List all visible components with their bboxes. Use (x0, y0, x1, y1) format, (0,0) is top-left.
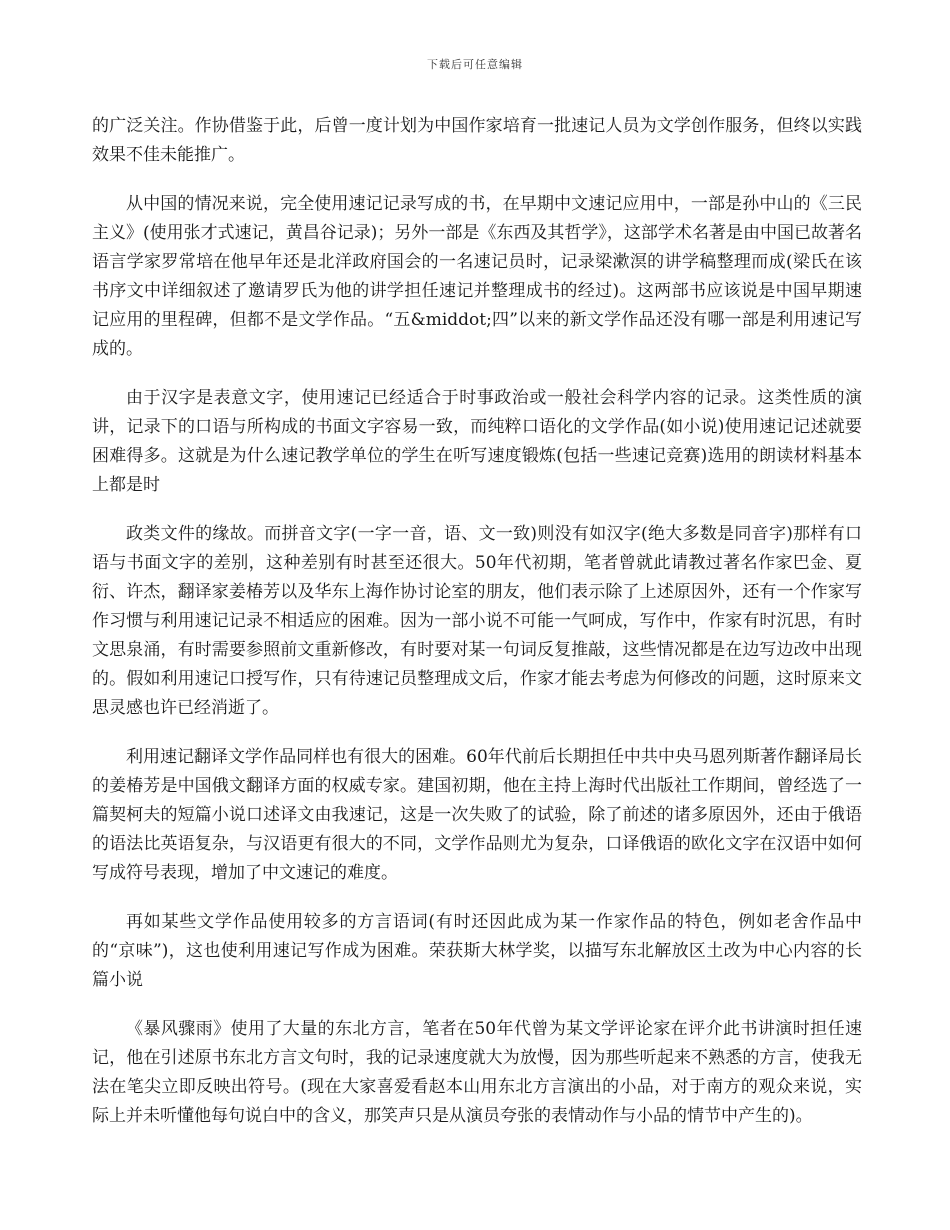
paragraph: 《暴风骤雨》使用了大量的东北方言，笔者在50年代曾为某文学评论家在评介此书讲演时担任速记，他在引述原书东北方言文句时，我的记录速度就大为放慢，因为那些听起来不熟悉的方言，使我无法在笔尖立即反映出符号。(现在大家喜爱看赵本山用东北方言演出的小品，对于南方的观众来说，实际上并未听懂他每句说白中的含义，那笑声只是从演员夸张的表情动作与小品的情节中产生的)。 (92, 1019, 862, 1126)
paragraph: 利用速记翻译文学作品同样也有很大的困难。60年代前后长期担任中共中央马恩列斯著作翻译局长的姜椿芳是中国俄文翻译方面的权威专家。建国初期，他在主持上海时代出版社工作期间，曾经选了一篇契柯夫的短篇小说口述译文由我速记，这是一次失败了的试验，除了前述的诸多原因外，还由于俄语的语法比英语复杂，与汉语更有很大的不同，文学作品则尤为复杂，口译俄语的欧化文字在汉语中如何写成符号表现，增加了中文速记的难度。 (92, 747, 862, 883)
paragraph: 再如某些文学作品使用较多的方言语词(有时还因此成为某一作家作品的特色，例如老舍作品中的“京味”)，这也使利用速记写作成为困难。荣获斯大林学奖，以描写东北解放区土改为中心内容的长篇小说 (92, 912, 862, 990)
paragraph: 政类文件的缘故。而拼音文字(一字一音，语、文一致)则没有如汉字(绝大多数是同音字)那样有口语与书面文字的差别，这种差别有时甚至还很大。50年代初期，笔者曾就此请教过著名作家巴金、夏衍、许杰，翻译家姜椿芳以及华东上海作协讨论室的朋友，他们表示除了上述原因外，还有一个作家写作习惯与利用速记记录不相适应的困难。因为一部小说不可能一气呵成，写作中，作家有时沉思，有时文思泉涌，有时需要参照前文重新修改，有时要对某一句词反复推敲，这些情况都是在边写边改中出现的。假如利用速记口授写作，只有待速记员整理成文后，作家才能去考虑为何修改的问题，这时原来文思灵感也许已经消逝了。 (92, 524, 862, 718)
page-header: 下载后可任意编辑 (427, 58, 523, 71)
document-body (92, 112, 862, 1151)
paragraph-continuation: 的广泛关注。作协借鉴于此，后曾一度计划为中国作家培育一批速记人员为文学创作服务，但终以实践效果不佳未能推广。 (92, 116, 862, 165)
paragraph: 由于汉字是表意文字，使用速记已经适合于时事政治或一般社会科学内容的记录。这类性质的演讲，记录下的口语与所构成的书面文字容易一致，而纯粹口语化的文学作品(如小说)使用速记记述就要困难得多。这就是为什么速记教学单位的学生在听写速度锻炼(包括一些速记竞赛)选用的朗读材料基本上都是时 (92, 388, 862, 495)
paragraph: 从中国的情况来说，完全使用速记记录写成的书，在早期中文速记应用中，一部是孙中山的《三民主义》(使用张才式速记，黄昌谷记录)；另外一部是《东西及其哲学》，这部学术名著是由中国已故著名语言学家罗常培在他早年还是北洋政府国会的一名速记员时，记录梁漱溟的讲学稿整理而成(梁氏在该书序文中详细叙述了邀请罗氏为他的讲学担任速记并整理成书的经过)。这两部书应该说是中国早期速记应用的里程碑，但都不是文学作品。“五&middot;四”以来的新文学作品还没有哪一部是利用速记写成的。 (92, 194, 862, 359)
